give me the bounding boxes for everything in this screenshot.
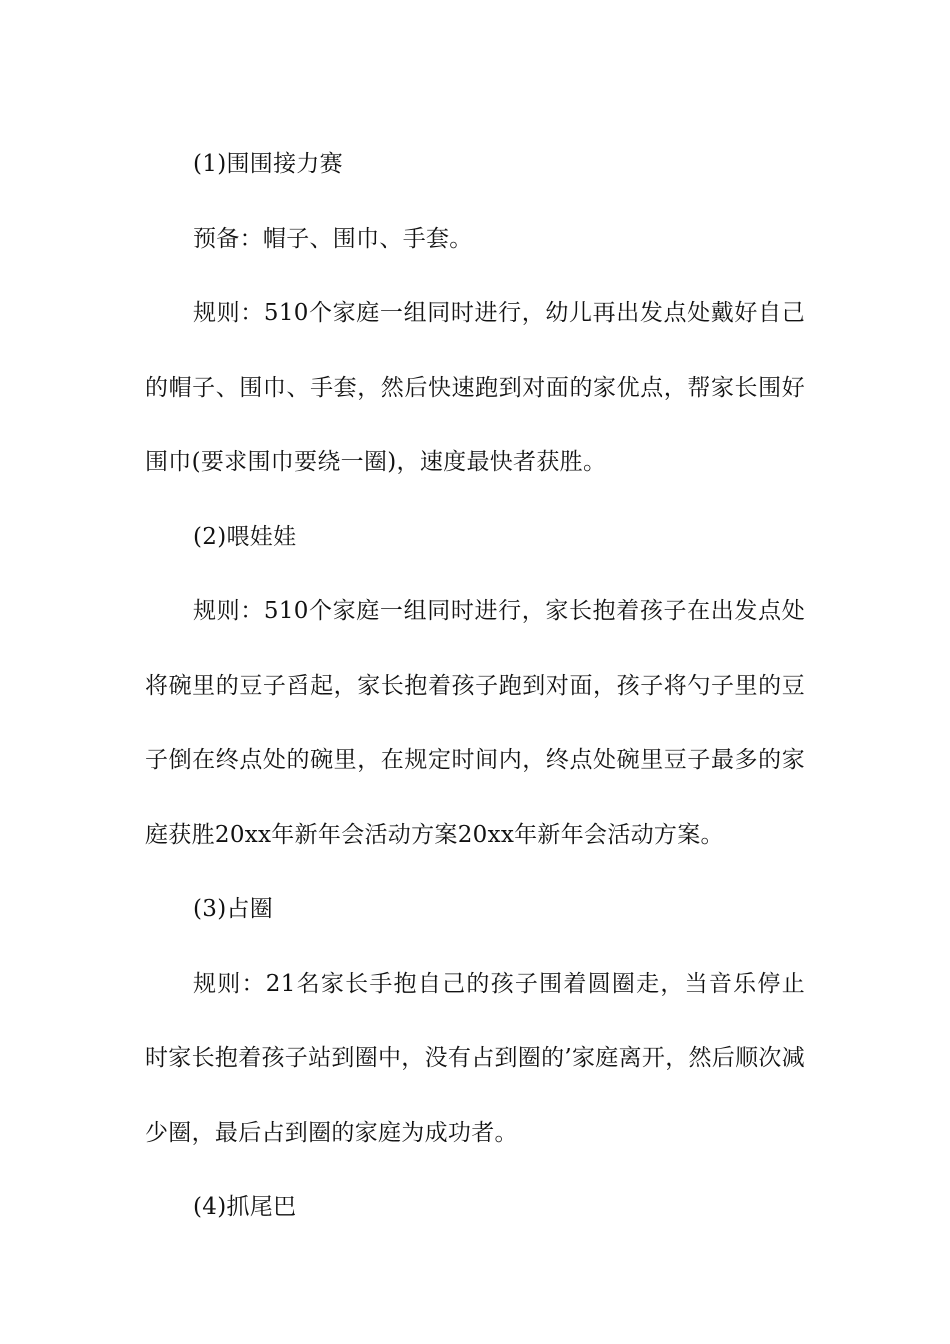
preparation-paragraph: 预备：帽子、围巾、手套。 bbox=[193, 225, 473, 252]
document-body bbox=[145, 127, 805, 1245]
rules-paragraph-circle: 规则：21名家长手抱自己的孩子围着圆圈走，当音乐停止时家长抱着孩子站到圈中，没有占到圈的’家庭离开，然后顺次减少圈，最后占到圈的家庭为成功者。 bbox=[145, 970, 806, 1146]
rules-paragraph-feed: 规则：510个家庭一组同时进行，家长抱着孩子在出发点处将碗里的豆子舀起，家长抱着孩子跑到对面，孩子将勺子里的豆子倒在终点处的碗里，在规定时间内，终点处碗里豆子最多的家庭获胜20xx年新年会活动方案20xx年新年会活动方案。 bbox=[145, 598, 805, 848]
heading-feed-baby: (2)喂娃娃 bbox=[193, 523, 297, 550]
heading-occupy-circle: (3)占圈 bbox=[193, 896, 274, 922]
heading-relay-race: (1)围围接力赛 bbox=[193, 151, 343, 177]
heading-catch-tail: (4)抓尾巴 bbox=[193, 1194, 297, 1220]
rules-paragraph-relay: 规则：510个家庭一组同时进行，幼儿再出发点处戴好自己的帽子、围巾、手套，然后快速跑到对面的家优点，帮家长围好围巾(要求围巾要绕一圈)，速度最快者获胜。 bbox=[145, 300, 805, 475]
